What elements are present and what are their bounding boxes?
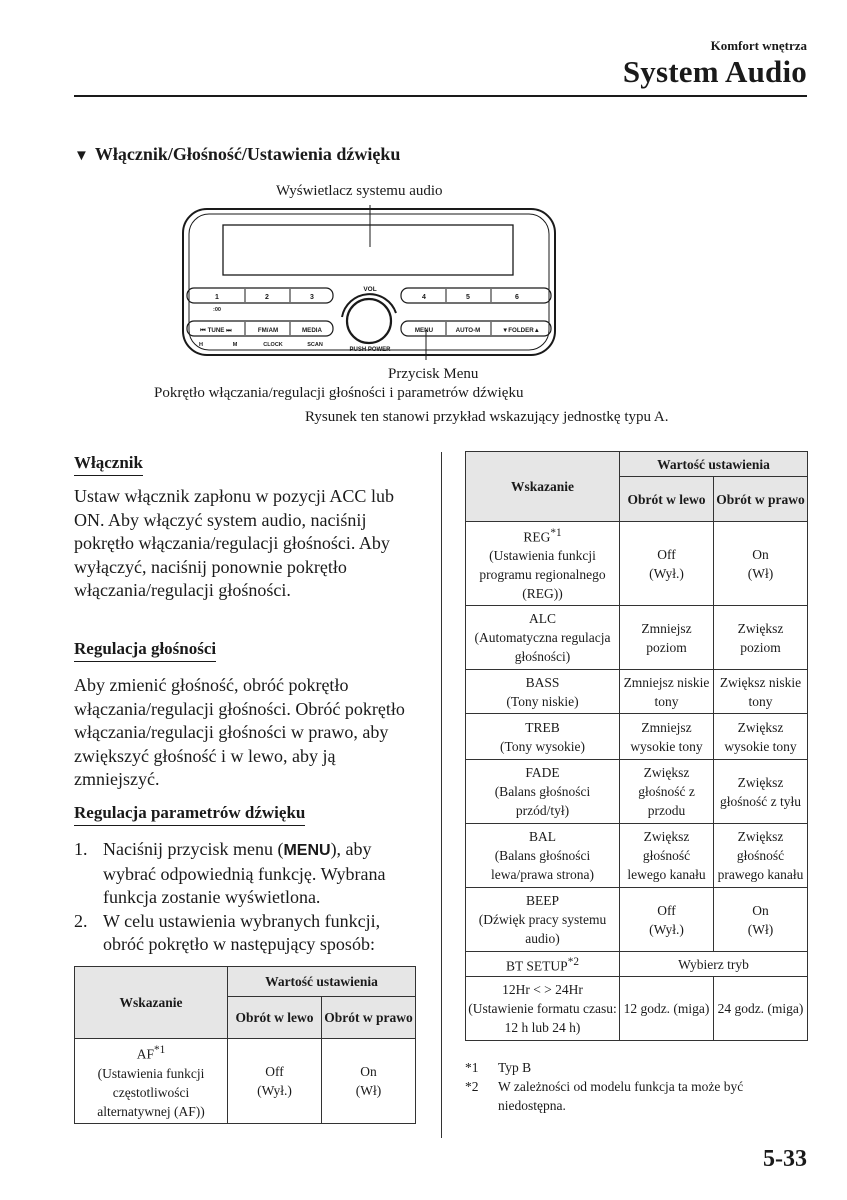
auto-m-button-label[interactable]: AUTO-M xyxy=(455,327,481,334)
right-cell: Zwiększ wysokie tony xyxy=(714,714,808,760)
figure-caption: Rysunek ten stanowi przykład wskazujący jednostkę typu A. xyxy=(305,409,669,425)
right-cell: Zwiększ niskie tony xyxy=(714,670,808,714)
header-turn-left: Obrót w lewo xyxy=(228,997,322,1039)
left-cell: Zmniejsz niskie tony xyxy=(620,670,714,714)
paragraph-volume: Aby zmienić głośność, obróć pokrętło włączania/regulacji głośności. Obróć pokrętło włączania/regulacji głośności w prawo, aby zwiększyć głośność i w lewo, aby ją zmniejszyć. xyxy=(74,675,405,790)
header-turn-right: Obrót w prawo xyxy=(714,477,808,522)
right-cell: 24 godz. (miga) xyxy=(714,977,808,1041)
media-button-label[interactable]: MEDIA xyxy=(302,327,322,334)
left-cell: Off (Wył.) xyxy=(620,888,714,952)
left-cell: Zwiększ głośność lewego kanału xyxy=(620,824,714,888)
step-1 xyxy=(74,838,424,910)
preset-6-label[interactable]: 6 xyxy=(515,294,519,301)
tune-button-label[interactable]: ⏮ TUNE ⏭ xyxy=(200,327,232,334)
table-row xyxy=(75,1039,416,1124)
indication-cell: BASS (Tony niskie) xyxy=(466,670,620,714)
scan-label: SCAN xyxy=(307,342,323,348)
table-row xyxy=(466,824,808,888)
table-row xyxy=(466,714,808,760)
settings-table-main xyxy=(465,451,808,1041)
subheading-sound-params: Regulacja parametrów dźwięku xyxy=(74,802,305,826)
header-setting-value: Wartość ustawienia xyxy=(620,452,808,477)
subheading-volume: Regulacja głośności xyxy=(74,638,216,662)
footnote-2 xyxy=(465,1077,798,1115)
paragraph-power: Ustaw włącznik zapłonu w pozycji ACC lub ON. Aby włączyć system audio, naciśnij pokrętło włączania/regulacji głośności. Aby wyłączyć, naciśnij ponownie pokrętło włączania/regulacji głośności. xyxy=(74,486,394,601)
footnote-text: Typ B xyxy=(498,1060,532,1075)
indication-cell: AF$^{*1}$ (Ustawienia funkcji częstotliwości alternatywnej (AF)) xyxy=(75,1039,228,1124)
table-row xyxy=(466,977,808,1041)
step-2 xyxy=(74,910,424,957)
indication-cell: TREB (Tony wysokie) xyxy=(466,714,620,760)
menu-button-callout: Przycisk Menu xyxy=(388,366,479,382)
preset-5-label[interactable]: 5 xyxy=(466,294,470,301)
indication-cell: REG$^{*1}$ (Ustawienia funkcji programu regionalnego (REG)) xyxy=(466,522,620,606)
left-cell: Zmniejsz poziom xyxy=(620,606,714,670)
right-cell: Zwiększ poziom xyxy=(714,606,808,670)
push-power-label: PUSH POWER xyxy=(349,347,391,353)
m-label: M xyxy=(232,342,238,348)
step-text: ), aby wybrać odpowiednią funkcję. Wybrana funkcja zostanie wyświetlona. xyxy=(103,839,386,908)
page-number: 5-33 xyxy=(763,1146,807,1172)
right-cell: On (Wł) xyxy=(714,522,808,606)
menu-button-label[interactable]: MENU xyxy=(414,327,434,334)
table-row xyxy=(466,670,808,714)
step-text: Naciśnij przycisk menu ( xyxy=(103,839,284,859)
indication-cell: BT SETUP$^{*2}$ xyxy=(466,952,620,977)
right-cell: Zwiększ głośność prawego kanału xyxy=(714,824,808,888)
footnote-text: W zależności od modelu funkcja ta może być niedostępna. xyxy=(498,1079,744,1113)
section-heading-text: Włącznik/Głośność/Ustawienia dźwięku xyxy=(94,144,401,164)
fmam-button-label[interactable]: FM/AM xyxy=(257,327,279,334)
left-cell: Zwiększ głośność z przodu xyxy=(620,760,714,824)
preset-1-label[interactable]: 1 xyxy=(215,294,219,301)
audio-unit-illustration xyxy=(180,205,560,360)
table-row xyxy=(466,760,808,824)
indication-cell: ALC (Automatyczna regulacja głośności) xyxy=(466,606,620,670)
sub-00-label: :00 xyxy=(213,307,221,313)
menu-key-label: MENU xyxy=(283,842,331,859)
triangle-down-icon: ▼ xyxy=(74,148,89,164)
steps-list xyxy=(74,838,424,957)
table-row xyxy=(466,888,808,952)
clock-label: CLOCK xyxy=(263,342,283,348)
knob-callout: Pokrętło włączania/regulacji głośności i parametrów dźwięku xyxy=(154,385,524,401)
right-cell: On (Wł) xyxy=(322,1039,416,1124)
indication-cell: BAL (Balans głośności lewa/prawa strona) xyxy=(466,824,620,888)
audio-display xyxy=(223,225,513,275)
volume-arc xyxy=(342,294,396,317)
footnote-mark: *2 xyxy=(465,1079,479,1094)
column-divider xyxy=(441,452,442,1138)
indication-cell: 12Hr < > 24Hr (Ustawienie formatu czasu: 12 h lub 24 h) xyxy=(466,977,620,1041)
volume-knob[interactable] xyxy=(347,299,391,343)
table-row xyxy=(466,952,808,977)
display-label: Wyświetlacz systemu audio xyxy=(276,183,443,199)
settings-table-af xyxy=(74,966,416,1124)
subheading-power: Włącznik xyxy=(74,452,143,476)
header-turn-right: Obrót w prawo xyxy=(322,997,416,1039)
step-number: 1. xyxy=(74,839,88,859)
header-setting-value: Wartość ustawienia xyxy=(228,967,416,997)
preset-2-label[interactable]: 2 xyxy=(265,294,269,301)
preset-3-label[interactable]: 3 xyxy=(310,294,314,301)
indication-cell: FADE (Balans głośności przód/tył) xyxy=(466,760,620,824)
folder-button-label[interactable]: ▼FOLDER▲ xyxy=(502,327,540,334)
radio-housing-inner xyxy=(189,214,549,350)
preset-4-label[interactable]: 4 xyxy=(422,294,426,301)
right-cell: On (Wł) xyxy=(714,888,808,952)
indication-cell: BEEP (Dźwięk pracy systemu audio) xyxy=(466,888,620,952)
h-label: H xyxy=(199,342,203,348)
header-indication: Wskazanie xyxy=(75,967,228,1039)
header-turn-left: Obrót w lewo xyxy=(620,477,714,522)
left-cell: 12 godz. (miga) xyxy=(620,977,714,1041)
table-row xyxy=(466,522,808,606)
header-indication: Wskazanie xyxy=(466,452,620,522)
left-cell: Off (Wył.) xyxy=(228,1039,322,1124)
left-cell: Zmniejsz wysokie tony xyxy=(620,714,714,760)
left-cell: Off (Wył.) xyxy=(620,522,714,606)
table-row xyxy=(466,606,808,670)
radio-housing xyxy=(183,209,555,355)
footnote-1 xyxy=(465,1058,798,1077)
step-number: 2. xyxy=(74,910,88,931)
section-heading xyxy=(74,144,400,165)
step-text: W celu ustawienia wybranych funkcji, obróć pokrętło w następujący sposób: xyxy=(103,910,381,955)
value-cell: Wybierz tryb xyxy=(620,952,808,977)
page-title: System Audio xyxy=(622,54,807,89)
header-rule xyxy=(74,95,807,97)
footnote-mark: *1 xyxy=(465,1060,479,1075)
section-label: Komfort wnętrza xyxy=(710,38,807,53)
vol-label: VOL xyxy=(363,286,377,293)
right-cell: Zwiększ głośność z tyłu xyxy=(714,760,808,824)
